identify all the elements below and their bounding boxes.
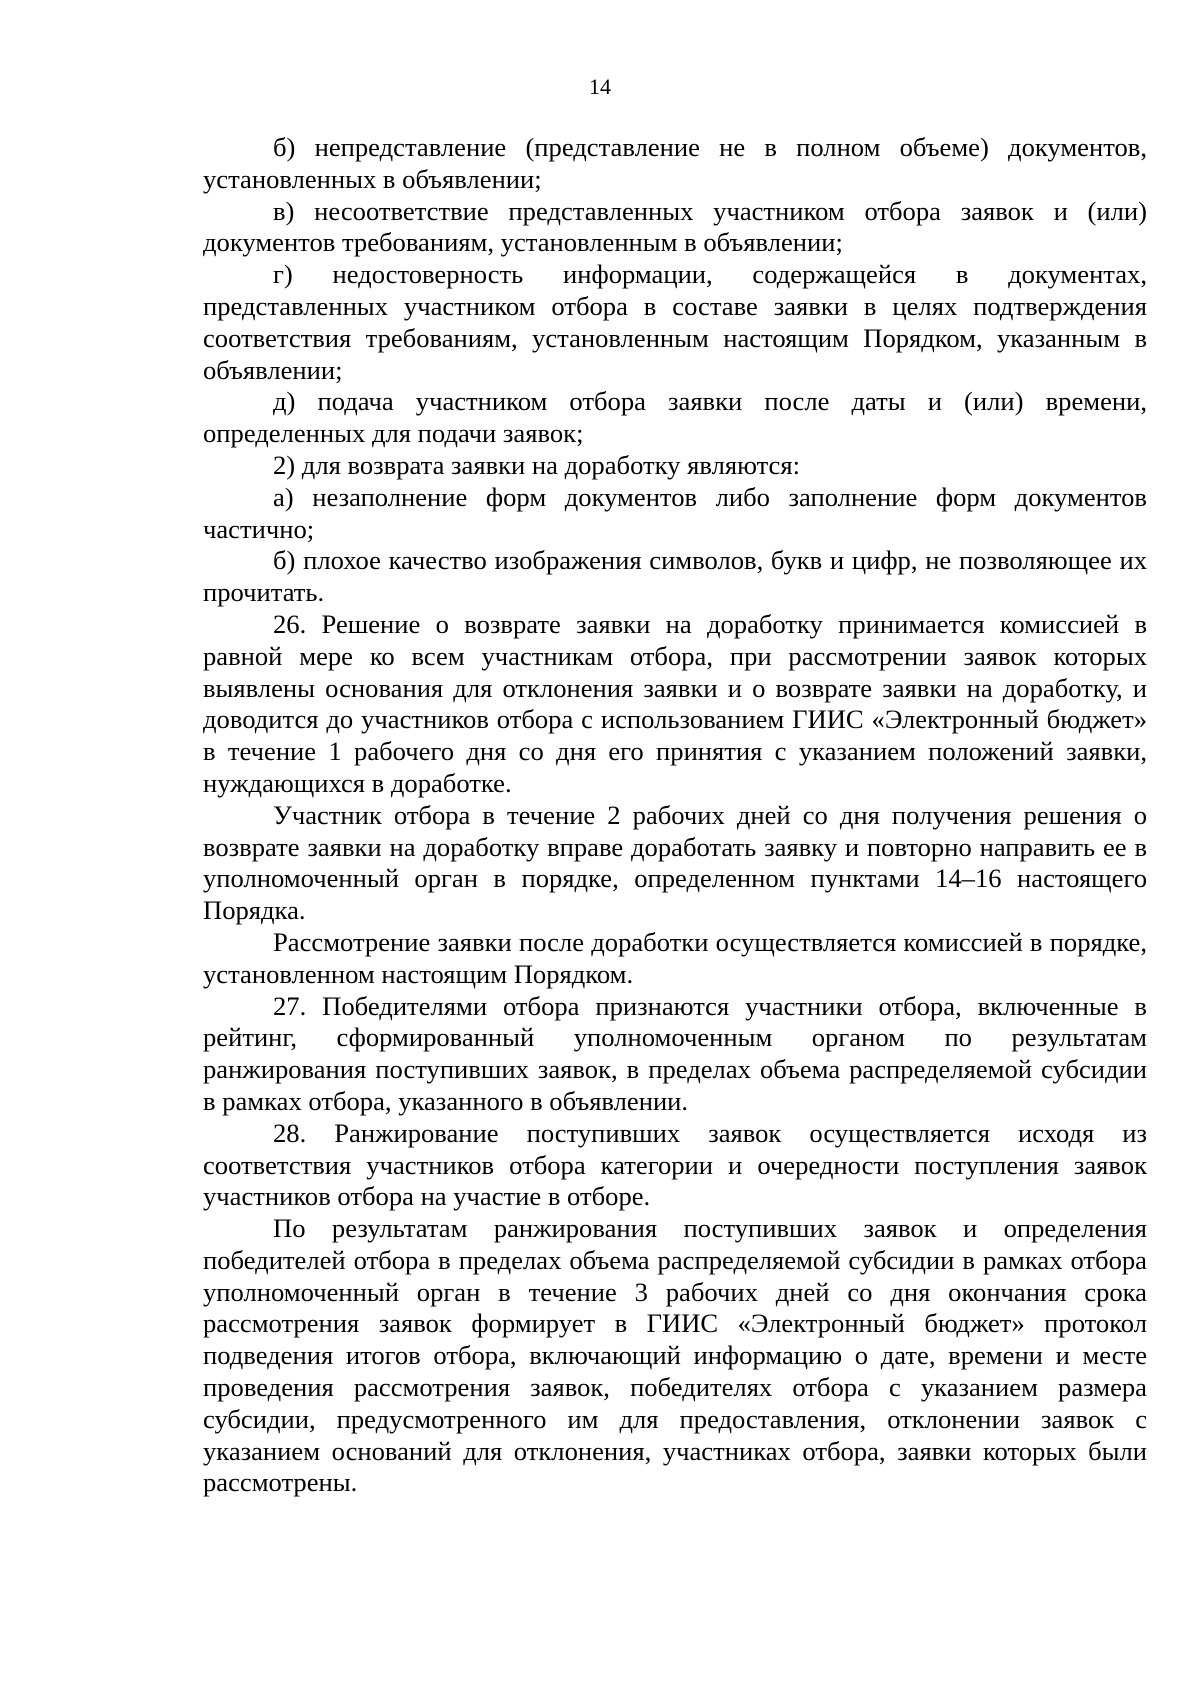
paragraph-2b-poor-quality: б) плохое качество изображения символов, букв и цифр, не позволяющее их прочитать. — [203, 545, 1147, 608]
paragraph-1g-unreliable-info: г) недостоверность информации, содержащейся в документах, представленных участником отбора в составе заявки в целях подтверждения соответствия требованиям, установленным настоящим Порядком, указанным в объявлении; — [203, 259, 1147, 385]
paragraph-2-return-grounds: 2) для возврата заявки на доработку являются: — [273, 449, 800, 480]
paragraph-2a-unfilled-forms: а) незаполнение форм документов либо заполнение форм документов частично; — [203, 481, 1147, 544]
paragraph-27-winners: 27. Победителями отбора признаются участники отбора, включенные в рейтинг, сформированный уполномоченным органом по результатам ранжирования поступивших заявок, в пределах объема распределяемой субсидии в рамках отбора, указанного в объявлении. — [203, 990, 1147, 1116]
paragraph-1d-late-submission: д) подача участником отбора заявки после даты и (или) времени, определенных для подачи заявок; — [203, 386, 1147, 449]
paragraph-1v-non-compliance: в) несоответствие представленных участником отбора заявок и (или) документов требованиям, установленным в объявлении; — [203, 195, 1147, 258]
paragraph-26-participant-rework: Участник отбора в течение 2 рабочих дней со дня получения решения о возврате заявки на доработку вправе доработать заявку и повторно направить ее в уполномоченный орган в порядке, определенном пунктами 14–16 настоящего Порядка. — [203, 799, 1147, 926]
paragraph-28-protocol: По результатам ранжирования поступивших заявок и определения победителей отбора в пределах объема распределяемой субсидии в рамках отбора уполномоченный орган в течение 3 рабочих дней со дня окончания срока рассмотрения заявок формирует в ГИИС «Электронный бюджет» протокол подведения итогов отбора, включающий информацию о дате, времени и месте проведения рассмотрения заявок, победителях отбора с указанием размера субсидии, предусмотренного им для предоставления, отклонении заявок с указанием оснований для отклонения, участниках отбора, заявки которых были рассмотрены. — [203, 1213, 1147, 1498]
paragraph-1b-non-submission: б) непредставление (представление не в полном объеме) документов, установленных в объявлении; — [203, 132, 1147, 194]
page-number: 14 — [589, 74, 611, 99]
paragraph-26-return-decision: 26. Решение о возврате заявки на доработку принимается комиссией в равной мере ко всем участникам отбора, при рассмотрении заявок которых выявлены основания для отклонения заявки и о возврате заявки на доработку, и доводится до участников отбора с использованием ГИИС «Электронный бюджет» в течение 1 рабочего дня со дня его принятия с указанием положений заявки, нуждающихся в доработке. — [203, 608, 1147, 798]
paragraph-28-ranking: 28. Ранжирование поступивших заявок осуществляется исходя из соответствия участников отбора категории и очередности поступления заявок участников отбора на участие в отборе. — [203, 1117, 1147, 1212]
paragraph-26-review-after-rework: Рассмотрение заявки после доработки осуществляется комиссией в порядке, установленном настоящим Порядком. — [203, 926, 1147, 989]
document-body — [203, 132, 1147, 1499]
